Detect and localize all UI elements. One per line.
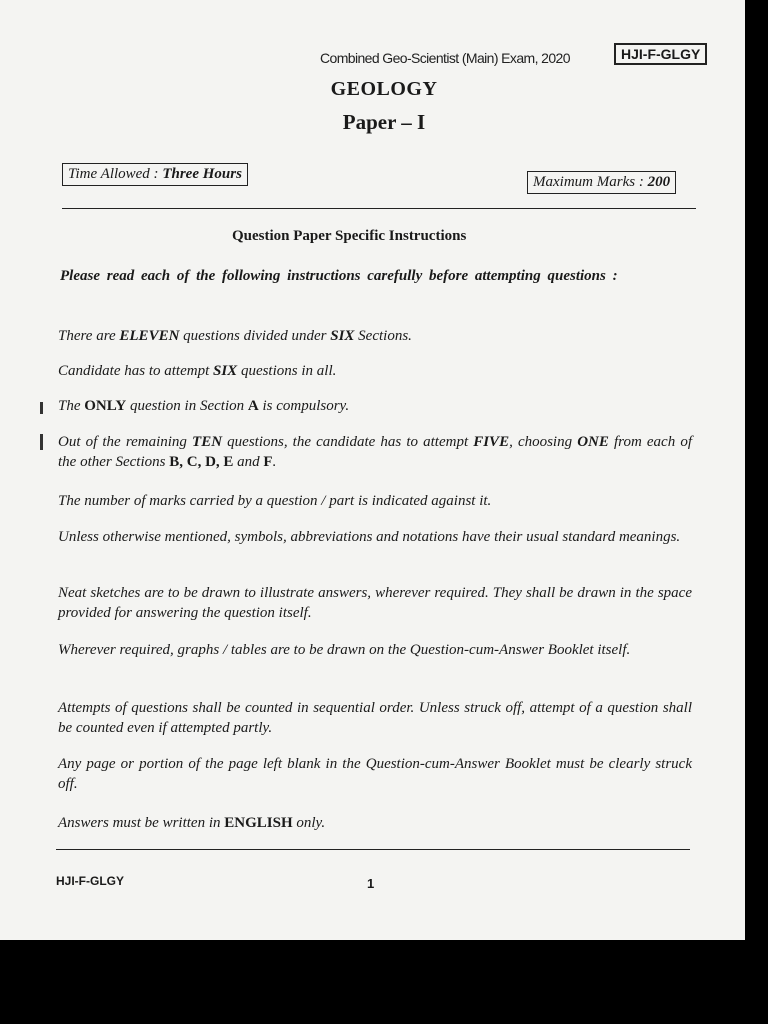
instruction-text: from each of the other Sections (58, 434, 692, 470)
paper-number: Paper – I (342, 110, 426, 134)
instruction-bold: ONE (577, 434, 609, 450)
instruction-item: Unless otherwise mentioned, symbols, abbreviations and notations have their usual standard meanings. (58, 529, 681, 545)
instruction-bold: FIVE (473, 434, 510, 450)
margin-mark (40, 402, 43, 414)
footer-paper-code: HJI-F-GLGY (56, 874, 124, 888)
instruction-text: Candidate has to attempt (58, 363, 213, 379)
instruction-bold: ELEVEN (119, 328, 180, 344)
instruction-bold: SIX (213, 363, 238, 379)
instruction-text: . (272, 454, 277, 470)
divider-top (62, 208, 696, 209)
instruction-text: Sections. (354, 328, 412, 344)
marks-label: Maximum Marks : (533, 174, 644, 190)
instruction-item (58, 361, 692, 381)
instruction-text: There are (58, 328, 120, 344)
instruction-text: is compulsory. (258, 398, 350, 414)
paper-code-box: HJI-F-GLGY (614, 43, 707, 65)
divider-bottom (56, 849, 690, 850)
instruction-bold: TEN (192, 434, 223, 450)
instruction-text: only. (292, 815, 326, 831)
instruction-text: questions in all. (237, 363, 337, 379)
instruction-text: question in Section (126, 398, 248, 414)
exam-name: Combined Geo-Scientist (Main) Exam, 2020 (320, 50, 570, 66)
instruction-bold: B, C, D, E (169, 454, 234, 470)
time-value: Three Hours (162, 166, 242, 182)
instruction-item: Any page or portion of the page left blank in the Question-cum-Answer Booklet must be clearly struck off. (58, 756, 692, 792)
instruction-item (58, 432, 692, 472)
instructions-title: Question Paper Specific Instructions (232, 228, 467, 244)
instruction-item: The number of marks carried by a question / part is indicated against it. (58, 493, 492, 509)
instruction-bold: ONLY (84, 398, 127, 414)
instruction-bold: SIX (330, 328, 355, 344)
page-number: 1 (367, 876, 375, 891)
marks-value: 200 (647, 174, 671, 190)
instruction-text: questions, the candidate has to attempt (222, 434, 474, 450)
margin-mark (40, 434, 43, 450)
instruction-text: questions divided under (179, 328, 331, 344)
instruction-item: Neat sketches are to be drawn to illustrate answers, wherever required. They shall be drawn in the space provided for answering the question itself. (58, 585, 692, 621)
instruction-item (58, 326, 692, 346)
instruction-bold: A (247, 398, 259, 414)
instructions-lead: Please read each of the following instructions carefully before attempting questions : (60, 268, 618, 284)
instruction-bold: F (263, 454, 273, 470)
maximum-marks-box (527, 171, 676, 194)
instruction-text: , choosing (509, 434, 578, 450)
instruction-text: and (233, 454, 264, 470)
instruction-item (58, 813, 692, 833)
instruction-text: The (58, 398, 85, 414)
instruction-item (58, 396, 692, 416)
instruction-text: Answers must be written in (58, 815, 225, 831)
instruction-bold: ENGLISH (224, 815, 293, 831)
instruction-item: Attempts of questions shall be counted in sequential order. Unless struck off, attempt of a question shall be counted even if attempted partly. (58, 700, 692, 736)
instruction-text: Out of the remaining (58, 434, 193, 450)
instruction-item: Wherever required, graphs / tables are to be drawn on the Question-cum-Answer Booklet itself. (58, 642, 631, 658)
subject-title: GEOLOGY (330, 78, 438, 100)
time-allowed-box (62, 163, 248, 186)
time-label: Time Allowed : (68, 166, 159, 182)
